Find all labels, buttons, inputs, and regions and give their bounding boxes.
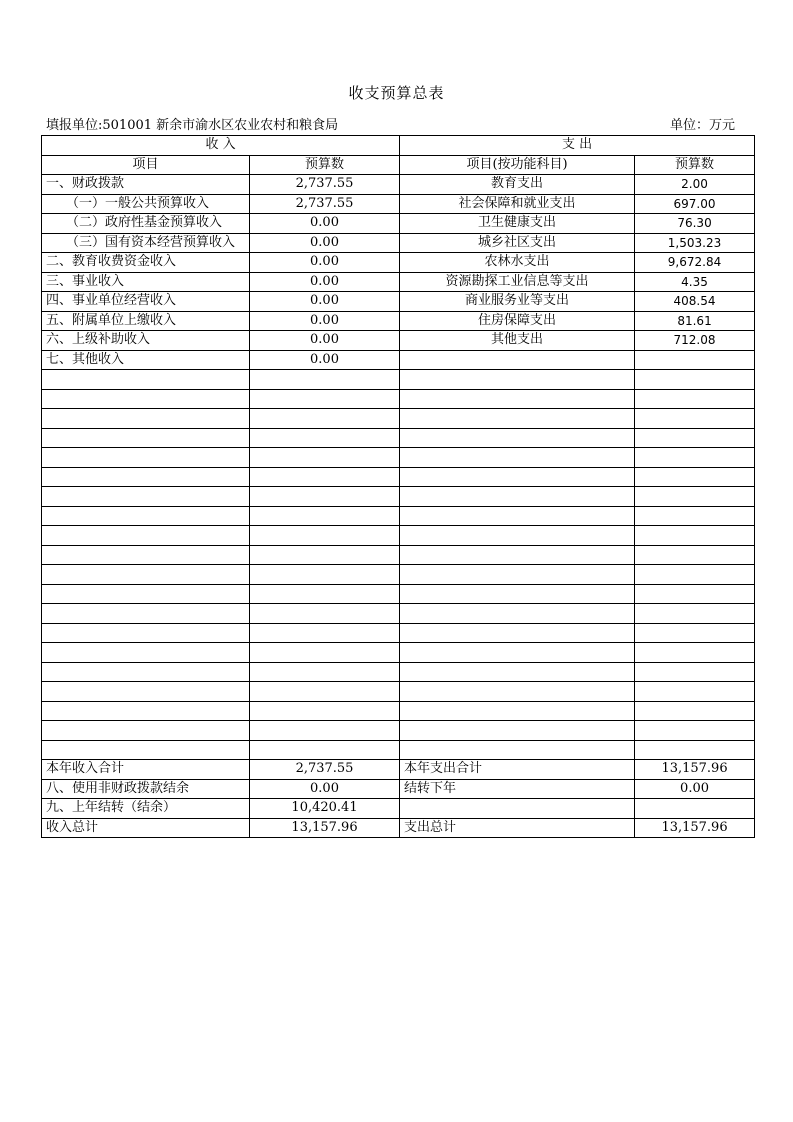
expense-item-cell: 城乡社区支出 <box>400 233 635 253</box>
income-section-header: 收 入 <box>42 136 400 156</box>
expense-budget-cell: 1,503.23 <box>635 233 755 253</box>
income-item-cell <box>42 526 250 546</box>
income-item-cell <box>42 389 250 409</box>
total-row <box>42 409 755 429</box>
expense-budget-cell <box>635 682 755 702</box>
column-header-budget: 预算数 <box>250 155 400 175</box>
expense-item-cell <box>400 545 635 565</box>
income-budget-cell <box>250 487 400 507</box>
table-row <box>42 233 755 253</box>
expense-budget-cell: 0.00 <box>635 779 755 799</box>
column-header-item-func: 项目(按功能科目) <box>400 155 635 175</box>
income-budget-cell: 10,420.41 <box>250 799 400 819</box>
expense-budget-cell <box>635 526 755 546</box>
expense-item-cell: 商业服务业等支出 <box>400 292 635 312</box>
column-header-item: 项目 <box>42 155 250 175</box>
expense-budget-cell: 9,672.84 <box>635 253 755 273</box>
expense-item-cell <box>400 350 635 370</box>
income-item-cell <box>42 428 250 448</box>
income-budget-cell <box>250 545 400 565</box>
expense-item-cell <box>400 370 635 390</box>
income-item-cell <box>42 623 250 643</box>
expense-budget-cell <box>635 643 755 663</box>
budget-table <box>41 135 755 838</box>
table-row <box>42 214 755 234</box>
income-budget-cell: 0.00 <box>250 779 400 799</box>
table-row <box>42 194 755 214</box>
expense-item-cell <box>400 506 635 526</box>
expense-budget-cell <box>635 467 755 487</box>
expense-item-cell <box>400 721 635 741</box>
table-row <box>42 272 755 292</box>
income-budget-cell: 0.00 <box>250 272 400 292</box>
income-item-cell <box>42 409 250 429</box>
expense-budget-cell: 81.61 <box>635 311 755 331</box>
total-row <box>42 818 755 838</box>
expense-budget-cell: 697.00 <box>635 194 755 214</box>
total-row <box>42 623 755 643</box>
income-item-cell: 九、上年结转（结余） <box>42 799 250 819</box>
section-header-row <box>42 136 755 156</box>
income-budget-cell <box>250 701 400 721</box>
income-budget-cell <box>250 409 400 429</box>
expense-budget-cell <box>635 506 755 526</box>
income-item-cell: （三）国有资本经营预算收入 <box>42 233 250 253</box>
income-item-cell: 三、事业收入 <box>42 272 250 292</box>
income-item-cell <box>42 682 250 702</box>
expense-item-cell <box>400 467 635 487</box>
table-row <box>42 350 755 370</box>
income-item-cell <box>42 701 250 721</box>
expense-budget-cell: 2.00 <box>635 175 755 195</box>
expense-item-cell <box>400 428 635 448</box>
expense-item-cell: 本年支出合计 <box>400 760 635 780</box>
income-budget-cell <box>250 428 400 448</box>
expense-budget-cell <box>635 604 755 624</box>
total-row <box>42 643 755 663</box>
expense-budget-cell: 4.35 <box>635 272 755 292</box>
total-row <box>42 526 755 546</box>
income-item-cell <box>42 721 250 741</box>
expense-budget-cell: 408.54 <box>635 292 755 312</box>
income-budget-cell: 0.00 <box>250 253 400 273</box>
expense-budget-cell <box>635 799 755 819</box>
expense-section-header: 支 出 <box>400 136 755 156</box>
income-budget-cell <box>250 467 400 487</box>
expense-item-cell <box>400 448 635 468</box>
income-budget-cell <box>250 662 400 682</box>
expense-item-cell <box>400 389 635 409</box>
income-item-cell: 本年收入合计 <box>42 760 250 780</box>
expense-budget-cell <box>635 623 755 643</box>
income-budget-cell: 0.00 <box>250 350 400 370</box>
income-item-cell <box>42 487 250 507</box>
total-row <box>42 428 755 448</box>
total-row <box>42 721 755 741</box>
income-item-cell <box>42 370 250 390</box>
expense-item-cell: 住房保障支出 <box>400 311 635 331</box>
total-row <box>42 779 755 799</box>
income-item-cell: （一）一般公共预算收入 <box>42 194 250 214</box>
income-item-cell <box>42 467 250 487</box>
income-budget-cell: 2,737.55 <box>250 194 400 214</box>
expense-budget-cell <box>635 662 755 682</box>
expense-budget-cell <box>635 487 755 507</box>
total-row <box>42 701 755 721</box>
total-row <box>42 545 755 565</box>
expense-item-cell: 支出总计 <box>400 818 635 838</box>
income-budget-cell <box>250 682 400 702</box>
income-budget-cell: 0.00 <box>250 233 400 253</box>
expense-item-cell: 农林水支出 <box>400 253 635 273</box>
total-row <box>42 662 755 682</box>
income-item-cell: （二）政府性基金预算收入 <box>42 214 250 234</box>
income-item-cell: 七、其他收入 <box>42 350 250 370</box>
income-item-cell <box>42 662 250 682</box>
total-row <box>42 584 755 604</box>
income-item-cell <box>42 545 250 565</box>
expense-item-cell: 其他支出 <box>400 331 635 351</box>
income-budget-cell <box>250 370 400 390</box>
income-budget-cell: 0.00 <box>250 214 400 234</box>
income-budget-cell <box>250 506 400 526</box>
expense-item-cell <box>400 409 635 429</box>
income-budget-cell <box>250 389 400 409</box>
income-item-cell <box>42 740 250 760</box>
expense-item-cell <box>400 799 635 819</box>
income-budget-cell: 2,737.55 <box>250 760 400 780</box>
income-budget-cell <box>250 565 400 585</box>
total-row <box>42 448 755 468</box>
expense-item-cell: 社会保障和就业支出 <box>400 194 635 214</box>
income-item-cell <box>42 448 250 468</box>
income-item-cell: 八、使用非财政拨款结余 <box>42 779 250 799</box>
expense-budget-cell <box>635 448 755 468</box>
total-row <box>42 682 755 702</box>
total-row <box>42 604 755 624</box>
income-item-cell <box>42 565 250 585</box>
total-row <box>42 506 755 526</box>
income-item-cell <box>42 643 250 663</box>
income-item-cell: 六、上级补助收入 <box>42 331 250 351</box>
total-row <box>42 370 755 390</box>
expense-budget-cell <box>635 584 755 604</box>
expense-item-cell: 资源勘探工业信息等支出 <box>400 272 635 292</box>
column-header-row <box>42 155 755 175</box>
income-item-cell: 五、附属单位上缴收入 <box>42 311 250 331</box>
table-row <box>42 253 755 273</box>
income-item-cell: 收入总计 <box>42 818 250 838</box>
expense-budget-cell: 712.08 <box>635 331 755 351</box>
expense-budget-cell <box>635 740 755 760</box>
income-item-cell: 一、财政拨款 <box>42 175 250 195</box>
expense-item-cell: 教育支出 <box>400 175 635 195</box>
expense-item-cell <box>400 487 635 507</box>
expense-item-cell <box>400 662 635 682</box>
total-row <box>42 565 755 585</box>
income-budget-cell <box>250 526 400 546</box>
expense-item-cell <box>400 643 635 663</box>
income-budget-cell <box>250 623 400 643</box>
expense-item-cell <box>400 604 635 624</box>
expense-budget-cell <box>635 370 755 390</box>
expense-budget-cell <box>635 701 755 721</box>
income-budget-cell: 0.00 <box>250 311 400 331</box>
income-budget-cell <box>250 584 400 604</box>
expense-budget-cell <box>635 389 755 409</box>
expense-budget-cell <box>635 545 755 565</box>
income-item-cell <box>42 604 250 624</box>
total-row <box>42 389 755 409</box>
table-row <box>42 311 755 331</box>
page-title: 收支预算总表 <box>348 84 445 102</box>
income-item-cell: 二、教育收费资金收入 <box>42 253 250 273</box>
expense-budget-cell: 13,157.96 <box>635 760 755 780</box>
income-budget-cell: 2,737.55 <box>250 175 400 195</box>
income-budget-cell <box>250 604 400 624</box>
income-item-cell <box>42 584 250 604</box>
expense-budget-cell <box>635 350 755 370</box>
expense-item-cell <box>400 584 635 604</box>
expense-budget-cell: 76.30 <box>635 214 755 234</box>
income-budget-cell <box>250 643 400 663</box>
expense-item-cell <box>400 682 635 702</box>
total-row <box>42 487 755 507</box>
income-budget-cell <box>250 448 400 468</box>
expense-budget-cell <box>635 428 755 448</box>
income-budget-cell: 0.00 <box>250 331 400 351</box>
expense-item-cell <box>400 701 635 721</box>
income-budget-cell <box>250 740 400 760</box>
total-row <box>42 740 755 760</box>
table-row <box>42 331 755 351</box>
total-row <box>42 760 755 780</box>
expense-item-cell: 结转下年 <box>400 779 635 799</box>
expense-budget-cell: 13,157.96 <box>635 818 755 838</box>
column-header-budget2: 预算数 <box>635 155 755 175</box>
income-budget-cell: 0.00 <box>250 292 400 312</box>
income-item-cell: 四、事业单位经营收入 <box>42 292 250 312</box>
income-budget-cell: 13,157.96 <box>250 818 400 838</box>
expense-budget-cell <box>635 565 755 585</box>
expense-item-cell <box>400 526 635 546</box>
expense-item-cell: 卫生健康支出 <box>400 214 635 234</box>
total-row <box>42 799 755 819</box>
table-row <box>42 292 755 312</box>
expense-item-cell <box>400 740 635 760</box>
currency-unit: 单位：万元 <box>670 118 736 133</box>
income-item-cell <box>42 506 250 526</box>
expense-budget-cell <box>635 721 755 741</box>
total-row <box>42 467 755 487</box>
income-budget-cell <box>250 721 400 741</box>
expense-budget-cell <box>635 409 755 429</box>
filler-unit: 填报单位:501001 新余市渝水区农业农村和粮食局 <box>46 118 339 133</box>
expense-item-cell <box>400 565 635 585</box>
expense-item-cell <box>400 623 635 643</box>
table-row <box>42 175 755 195</box>
